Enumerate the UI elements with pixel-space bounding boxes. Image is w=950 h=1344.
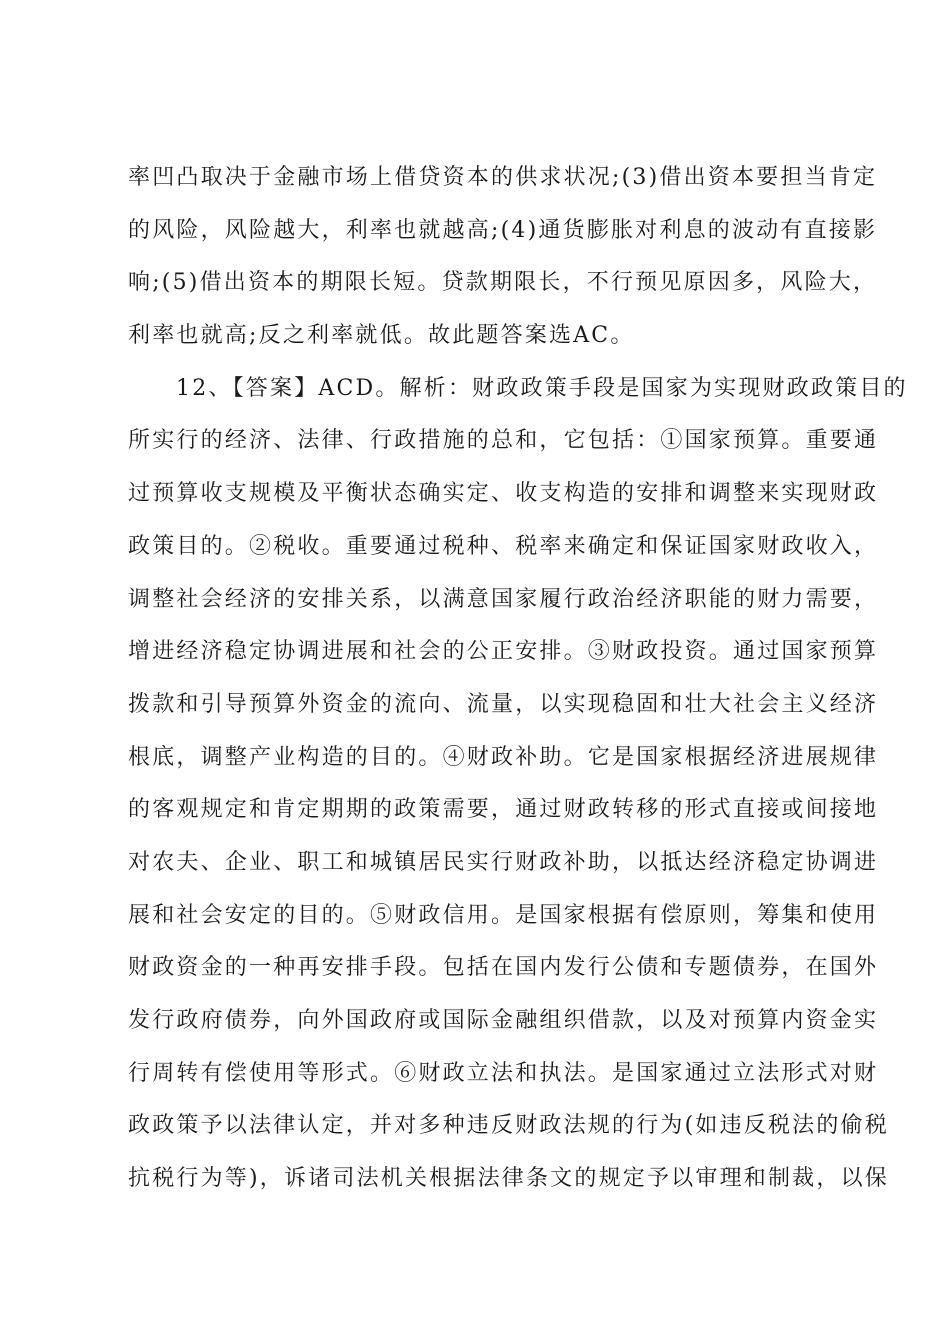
- text-line: 根底，调整产业构造的目的。④财政补助。它是国家根据经济进展规律: [128, 744, 879, 770]
- body-text: [128, 152, 908, 1206]
- text-line: 政策目的。②税收。重要通过税种、税率来确定和保证国家财政收入，: [128, 533, 879, 559]
- text-line: 抗税行为等)，诉诸司法机关根据法律条文的规定予以审理和制裁，以保: [128, 1166, 889, 1192]
- text-line: 利率也就高;反之利率就低。故此题答案选AC。: [128, 323, 635, 349]
- text-line: 发行政府债券，向外国政府或国际金融组织借款，以及对预算内资金实: [128, 1008, 879, 1033]
- text-line: 对农夫、企业、职工和城镇居民实行财政补助，以抵达经济稳定协调进: [128, 849, 879, 875]
- text-line: 增进经济稳定协调进展和社会的公正安排。③财政投资。通过国家预算: [128, 639, 879, 665]
- text-line: 响;(5)借出资本的期限长短。贷款期限长，不行预见原因多，风险大，: [128, 270, 878, 296]
- text-line: 拨款和引导预算外资金的流向、流量，以实现稳固和壮大社会主义经济: [128, 691, 879, 717]
- text-line: 的风险，风险越大，利率也就越高;(4)通货膨胀对利息的波动有直接影: [128, 217, 878, 243]
- text-line: 所实行的经济、法律、行政措施的总和，它包括：①国家预算。重要通: [128, 428, 879, 454]
- text-line: 展和社会安定的目的。⑤财政信用。是国家根据有偿原则，筹集和使用: [128, 902, 879, 928]
- text-line: 政政策予以法律认定，并对多种违反财政法规的行为(如违反税法的偷税: [128, 1113, 889, 1139]
- text-line: 率凹凸取决于金融市场上借贷资本的供求状况;(3)借出资本要担当肯定: [128, 165, 878, 190]
- text-line: 的客观规定和肯定期期的政策需要，通过财政转移的形式直接或间接地: [128, 797, 879, 823]
- text-line: 过预算收支规模及平衡状态确实定、收支构造的安排和调整来实现财政: [128, 481, 879, 507]
- text-line: 调整社会经济的安排关系，以满意国家履行政治经济职能的财力需要，: [128, 586, 879, 612]
- paragraph-start-line: 12、【答案】ACD。解析：财政政策手段是国家为实现财政政策目的: [176, 375, 908, 401]
- text-line: 财政资金的一种再安排手段。包括在国内发行公债和专题债券，在国外: [128, 955, 879, 981]
- text-line: 行周转有偿使用等形式。⑥财政立法和执法。是国家通过立法形式对财: [128, 1060, 879, 1086]
